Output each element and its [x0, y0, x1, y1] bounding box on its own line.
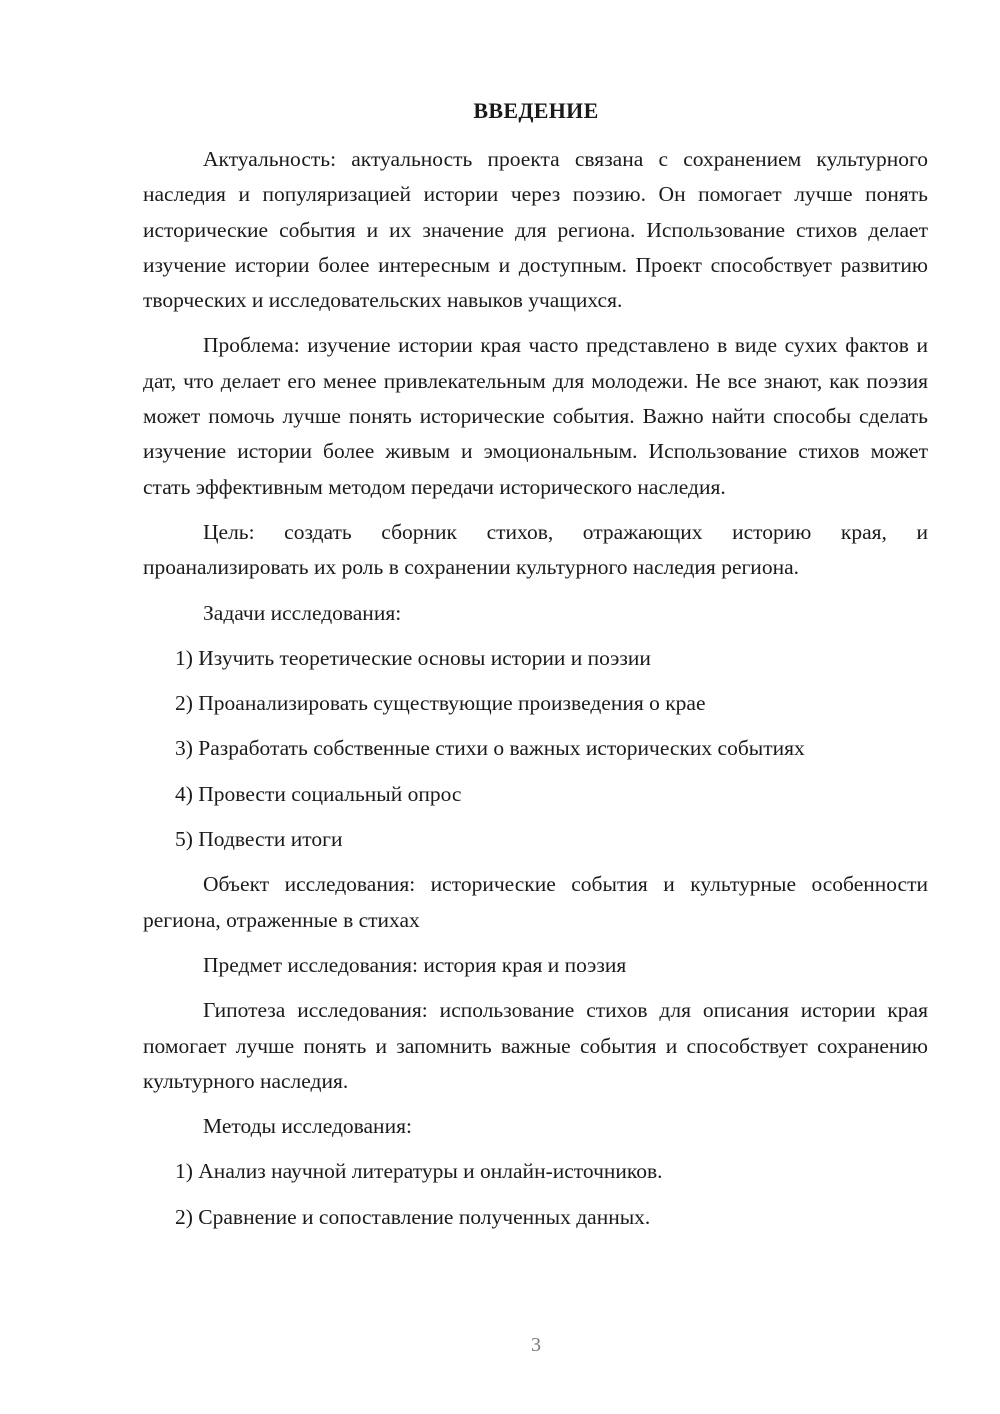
hypothesis-paragraph: Гипотеза исследования: использование стихов для описания истории края помогает лучше понять и запомнить важные события и способствует сохранению культурного наследия. [143, 998, 928, 1093]
problem-paragraph: Проблема: изучение истории края часто представлено в виде сухих фактов и дат, что делает его менее привлекательным для молодежи. Не все знают, как поэзия может помочь лучше понять исторические события. Важно найти способы сделать изучение истории более живым и эмоциональным. Использование стихов может стать эффективным методом передачи исторического наследия. [143, 333, 928, 499]
page-number: 3 [531, 1334, 541, 1356]
relevance-paragraph: Актуальность: актуальность проекта связана с сохранением культурного наследия и популяризацией истории через поэзию. Он помогает лучше понять исторические события и их значение для региона. Использование стихов делает изучение истории более интересным и доступным. Проект способствует развитию творческих и исследовательских навыков учащихся. [143, 147, 928, 313]
tasks-heading: Задачи исследования: [203, 600, 402, 625]
list-item: 1) Изучить теоретические основы истории и поэзии [175, 645, 651, 670]
list-item: 1) Анализ научной литературы и онлайн-источников. [175, 1159, 663, 1184]
tasks-list [143, 641, 928, 857]
subject-paragraph: Предмет исследования: история края и поэзия [203, 952, 627, 977]
list-item: 3) Разработать собственные стихи о важных исторических событиях [175, 736, 805, 761]
page-title: ВВЕДЕНИЕ [473, 98, 599, 123]
document-body [143, 142, 928, 1235]
list-item: 2) Проанализировать существующие произведения о крае [175, 691, 706, 716]
methods-heading: Методы исследования: [203, 1114, 412, 1139]
methods-list [143, 1154, 928, 1235]
list-item: 5) Подвести итоги [175, 827, 343, 852]
object-paragraph: Объект исследования: исторические события и культурные особенности региона, отраженные в стихах [143, 872, 928, 932]
list-item: 4) Провести социальный опрос [175, 781, 462, 806]
goal-paragraph: Цель: создать сборник стихов, отражающих историю края, и проанализировать их роль в сохранении культурного наследия региона. [143, 519, 928, 580]
list-item: 2) Сравнение и сопоставление полученных данных. [175, 1204, 651, 1229]
